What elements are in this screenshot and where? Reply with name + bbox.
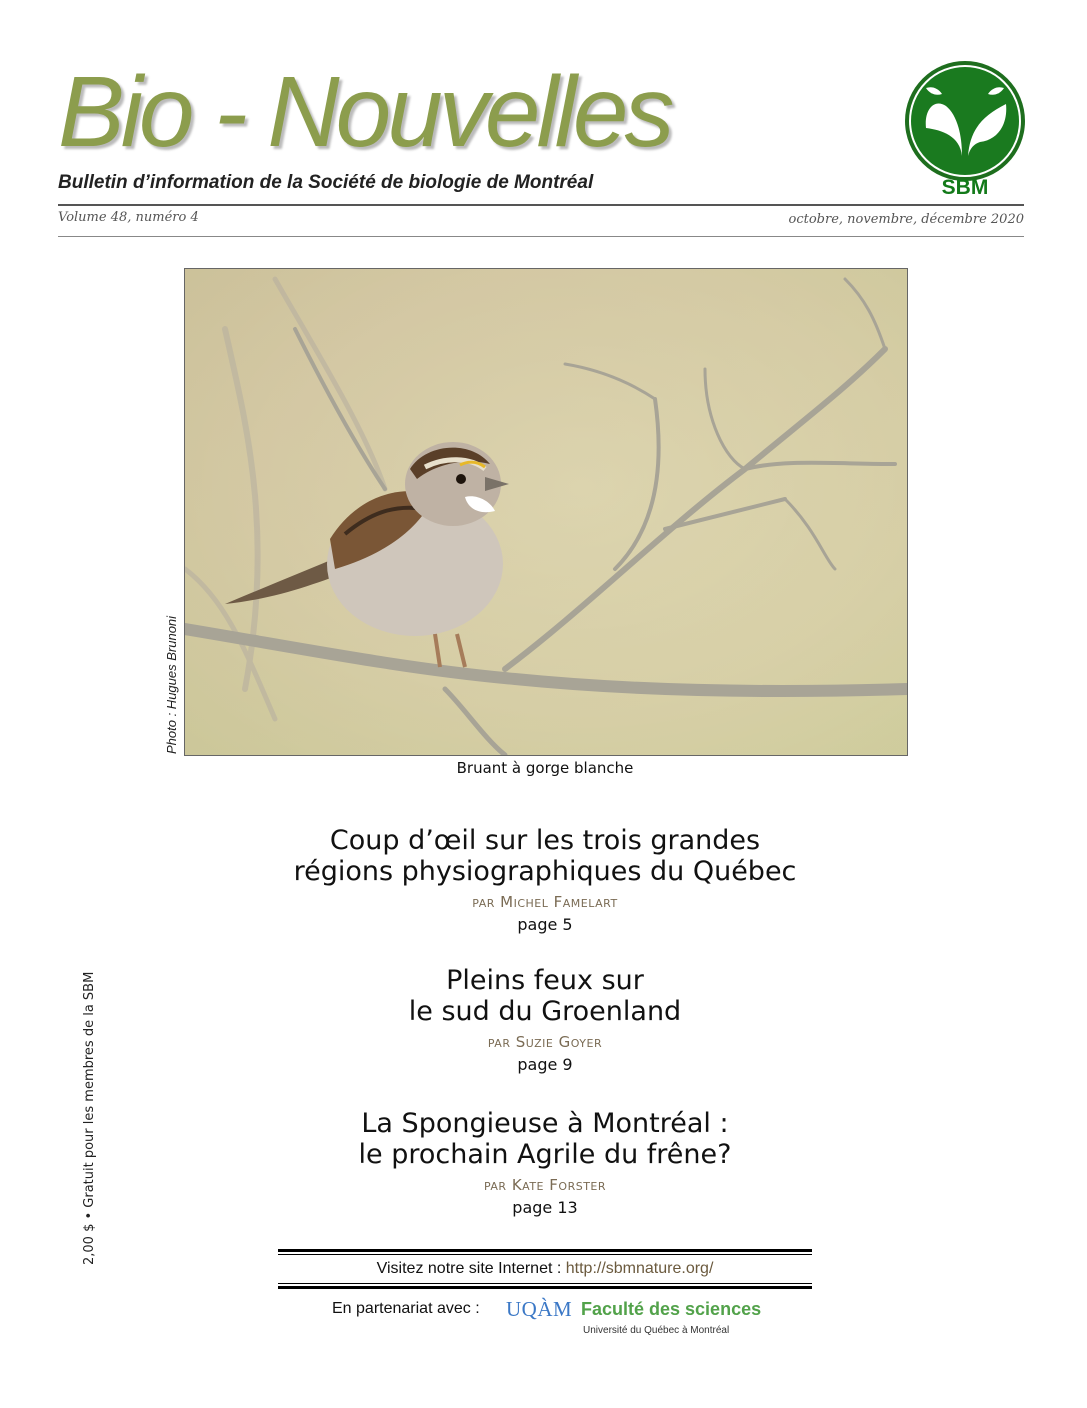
article-2 (230, 965, 860, 1074)
article-3 (230, 1108, 860, 1217)
partner-label: En partenariat avec : (332, 1300, 480, 1317)
article-author: par Michel Famelart (472, 893, 618, 911)
article-title (230, 1108, 860, 1170)
uqam-logo: UQÀM (506, 1297, 573, 1321)
article-1 (230, 825, 860, 934)
article-title (230, 825, 860, 887)
article-page: page 5 (517, 915, 573, 934)
website-link[interactable]: http://sbmnature.org/ (565, 1260, 714, 1277)
footer-rule (278, 1249, 812, 1252)
article-page: page 13 (512, 1198, 578, 1217)
website-line (278, 1260, 812, 1278)
article-title-line: La Spongieuse à Montréal : (361, 1108, 729, 1139)
article-title-line: Pleins feux sur (446, 965, 644, 996)
footer-rule (278, 1254, 812, 1255)
volume-number: Volume 48, numéro 4 (58, 210, 199, 225)
masthead-rule-bottom (58, 236, 1024, 237)
masthead-subtitle: Bulletin d’information de la Société de biologie de Montréal (58, 172, 594, 193)
masthead-title: Bio - Nouvelles (58, 56, 671, 168)
sparrow-photo-illustration (185, 269, 907, 755)
article-title-line: le sud du Groenland (408, 996, 682, 1027)
footer-rule (278, 1286, 812, 1289)
article-title-line: Coup d’œil sur les trois grandes (329, 825, 761, 856)
sbm-leaf-logo-icon (902, 58, 1028, 184)
article-title (230, 965, 860, 1027)
photo-credit: Photo : Hugues Brunoni (164, 615, 179, 754)
website-label: Visitez notre site Internet : (376, 1260, 562, 1277)
article-title-line: le prochain Agrile du frêne? (358, 1139, 732, 1170)
faculty-name: Faculté des sciences (581, 1299, 762, 1319)
issue-date: octobre, novembre, décembre 2020 (788, 212, 1024, 227)
sbm-logo-label: SBM (941, 176, 989, 199)
article-title-line: régions physiographiques du Québec (293, 856, 797, 887)
cover-photo (184, 268, 908, 756)
photo-caption: Bruant à gorge blanche (456, 759, 634, 777)
footer-rule (278, 1283, 812, 1284)
price-note: 2,00 $ • Gratuit pour les membres de la SBM (82, 971, 97, 1265)
article-page: page 9 (517, 1055, 573, 1074)
article-author: par Kate Forster (483, 1176, 607, 1194)
university-name: Université du Québec à Montréal (583, 1325, 730, 1336)
masthead-rule-top (58, 204, 1024, 206)
article-author: par Suzie Goyer (487, 1033, 603, 1051)
